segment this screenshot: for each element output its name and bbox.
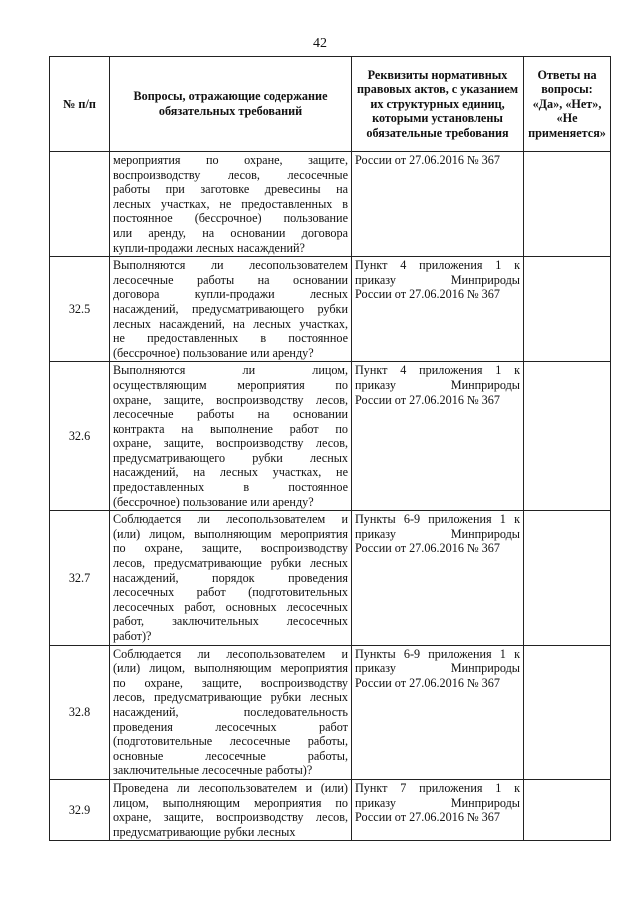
- question-line: Выполняются ли лицом,: [113, 363, 348, 378]
- question-line: работы при заготовке древесины на: [113, 182, 348, 197]
- question-cell: [110, 779, 352, 840]
- legal-reference-line: России от 27.06.2016 № 367: [355, 287, 500, 302]
- question-line: Выполняются ли лесопользователем: [113, 258, 348, 273]
- legal-reference-cell: [352, 257, 524, 362]
- question-line: заключительные лесосечные работы)?: [113, 763, 313, 778]
- question-line: работ, заключительных лесосечных: [113, 614, 348, 629]
- question-line: охране, защите, воспроизводству лесов,: [113, 810, 348, 825]
- legal-reference-line: Пункт 7 приложения 1 к: [355, 780, 520, 795]
- requirements-table: [49, 56, 611, 841]
- table-row: [50, 645, 611, 779]
- legal-reference-line: Пункты 6-9 приложения 1 к: [355, 512, 520, 527]
- legal-reference-line: России от 27.06.2016 № 367: [355, 392, 500, 407]
- question-line: контракта на выполнение работ по: [113, 421, 348, 436]
- legal-reference-line: Пункт 4 приложения 1 к: [355, 363, 520, 378]
- table-row: [50, 779, 611, 840]
- answer-cell[interactable]: [524, 257, 611, 362]
- question-line: лесных участках, не предоставленных в: [113, 196, 348, 211]
- row-number: 32.9: [50, 779, 110, 840]
- question-line: лесосечные работы на основании: [113, 272, 348, 287]
- header-number: № п/п: [50, 57, 110, 152]
- table-row: [50, 257, 611, 362]
- question-line: осуществляющим мероприятия по: [113, 377, 348, 392]
- question-line: насаждений, последовательность: [113, 704, 348, 719]
- question-line: (или) лицом, выполняющим мероприятия: [113, 526, 348, 541]
- legal-reference-line: Пункт 4 приложения 1 к: [355, 258, 520, 273]
- header-legal-acts: Реквизиты нормативных правовых актов, с указанием их структурных единиц, которыми установлены обязательные требования: [352, 57, 524, 152]
- table-row: [50, 362, 611, 511]
- row-number: 32.6: [50, 362, 110, 511]
- question-cell: [110, 645, 352, 779]
- question-line: воспроизводству лесов, лесосечные: [113, 167, 348, 182]
- answer-cell[interactable]: [524, 645, 611, 779]
- question-line: купли-продажи лесных насаждений?: [113, 240, 305, 255]
- question-line: договора купли-продажи лесных: [113, 287, 348, 302]
- legal-reference-line: приказу Минприроды: [355, 661, 520, 676]
- question-line: лицом, выполняющим мероприятия по: [113, 795, 348, 810]
- question-line: (подготовительные лесосечные работы,: [113, 734, 348, 749]
- question-line: насаждений, на лесных участках, не: [113, 465, 348, 480]
- question-line: по охране, защите, воспроизводству: [113, 541, 348, 556]
- question-line: (бессрочное) пользование или аренду?: [113, 345, 314, 360]
- table-row: [50, 511, 611, 645]
- question-line: охране, защите, воспроизводству лесов,: [113, 436, 348, 451]
- question-cell: [110, 511, 352, 645]
- question-line: предусматривающие рубки лесных: [113, 824, 296, 839]
- question-line: насаждений, порядок проведения: [113, 570, 348, 585]
- legal-reference-cell: [352, 511, 524, 645]
- question-line: лесосечные работы на основании: [113, 407, 348, 422]
- header-answers: Ответы на вопросы: «Да», «Нет», «Не применяется»: [524, 57, 611, 152]
- question-line: не предоставленных в постоянное: [113, 331, 348, 346]
- legal-reference-line: приказу Минприроды: [355, 377, 520, 392]
- legal-reference-line: России от 27.06.2016 № 367: [355, 153, 500, 167]
- header-questions: Вопросы, отражающие содержание обязательных требований: [110, 57, 352, 152]
- legal-reference-line: приказу Минприроды: [355, 526, 520, 541]
- page-number: 42: [313, 36, 327, 51]
- question-line: предоставленных в постоянное: [113, 480, 348, 495]
- question-cell: [110, 362, 352, 511]
- question-line: лесосечных работ (подготовительных: [113, 585, 348, 600]
- question-line: (или) лицом, выполняющим мероприятия: [113, 661, 348, 676]
- legal-reference-cell: [352, 779, 524, 840]
- question-line: Проведена ли лесопользователем и (или): [113, 780, 348, 795]
- answer-cell[interactable]: [524, 152, 611, 257]
- question-line: лесосечных работ, основных лесосечных: [113, 599, 348, 614]
- row-number: 32.8: [50, 645, 110, 779]
- row-number: 32.7: [50, 511, 110, 645]
- legal-reference-cell: [352, 645, 524, 779]
- question-line: лесов, предусматривающие рубки лесных: [113, 690, 348, 705]
- question-line: мероприятия по охране, защите,: [113, 153, 348, 167]
- question-line: постоянное (бессрочное) пользование: [113, 211, 348, 226]
- question-line: предусматривающего рубки лесных: [113, 450, 348, 465]
- question-line: насаждений, предусматривающего рубки: [113, 301, 348, 316]
- legal-reference-line: приказу Минприроды: [355, 272, 520, 287]
- question-line: Соблюдается ли лесопользователем и: [113, 512, 348, 527]
- question-cell: [110, 152, 352, 257]
- question-line: работ)?: [113, 629, 152, 643]
- question-cell: [110, 257, 352, 362]
- question-line: Соблюдается ли лесопользователем и: [113, 646, 348, 661]
- answer-cell[interactable]: [524, 511, 611, 645]
- question-line: или аренду, на основании договора: [113, 225, 348, 240]
- legal-reference-line: приказу Минприроды: [355, 795, 520, 810]
- legal-reference-line: Пункты 6-9 приложения 1 к: [355, 646, 520, 661]
- answer-cell[interactable]: [524, 779, 611, 840]
- question-line: охране, защите, воспроизводству лесов,: [113, 392, 348, 407]
- row-number: 32.5: [50, 257, 110, 362]
- answer-cell[interactable]: [524, 362, 611, 511]
- legal-reference-line: России от 27.06.2016 № 367: [355, 541, 500, 556]
- question-line: лесов, предусматривающие рубки лесных: [113, 556, 348, 571]
- legal-reference-cell: [352, 362, 524, 511]
- question-line: лесных насаждений, на лесных участках,: [113, 316, 348, 331]
- table-header-row: [50, 57, 611, 152]
- question-line: проведения лесосечных работ: [113, 719, 348, 734]
- legal-reference-cell: [352, 152, 524, 257]
- question-line: основные лесосечные работы,: [113, 748, 348, 763]
- question-line: (бессрочное) пользование или аренду?: [113, 494, 314, 509]
- legal-reference-line: России от 27.06.2016 № 367: [355, 675, 500, 690]
- question-line: по охране, защите, воспроизводству: [113, 675, 348, 690]
- table-row: [50, 152, 611, 257]
- legal-reference-line: России от 27.06.2016 № 367: [355, 810, 500, 825]
- row-number: [50, 152, 110, 257]
